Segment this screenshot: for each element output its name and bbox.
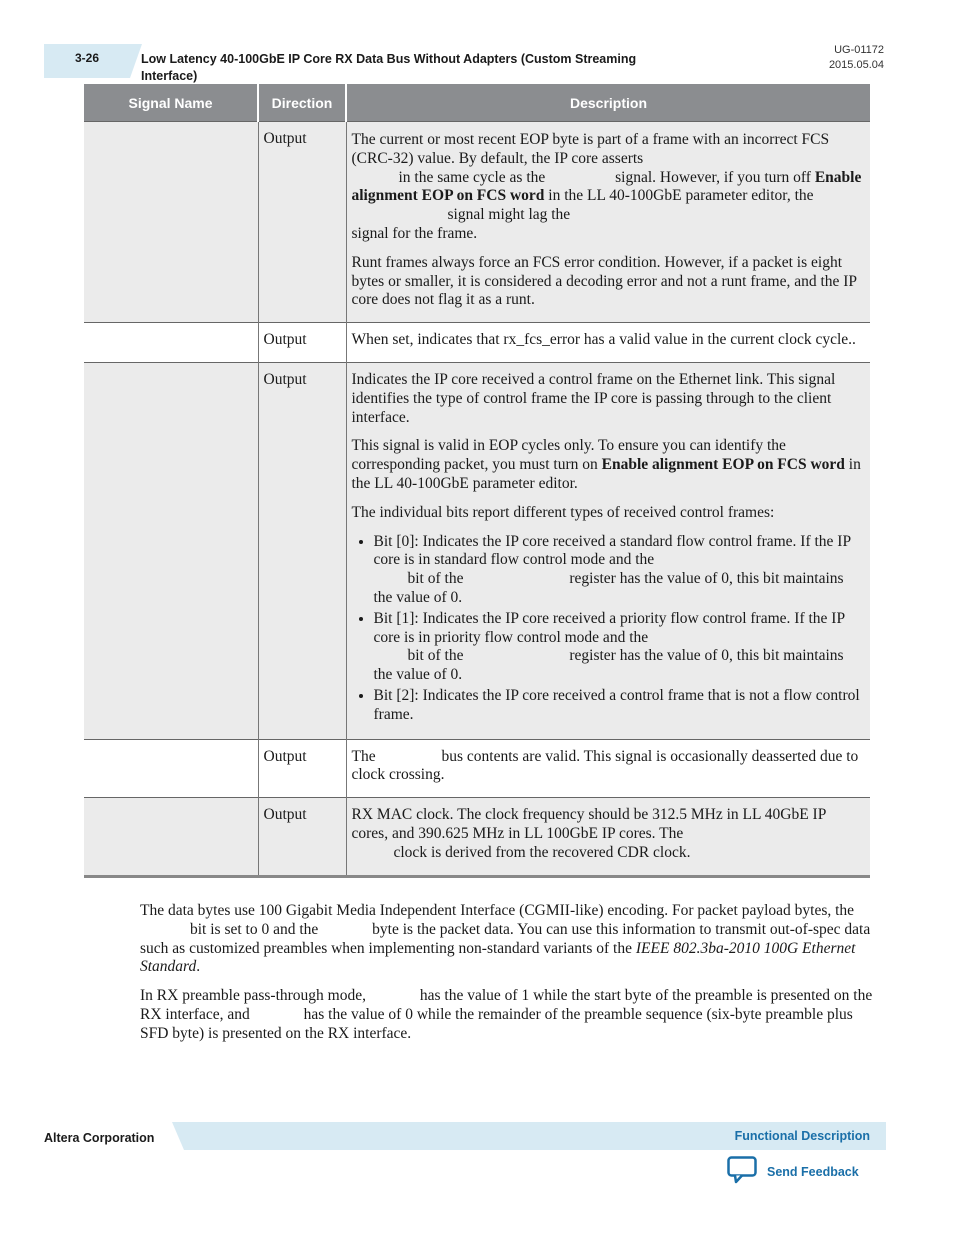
table-header-row <box>84 84 870 122</box>
description-paragraph: When set, indicates that rx_fcs_error has a valid value in the current clock cycle.. <box>351 331 856 349</box>
description-paragraph: This signal is valid in EOP cycles only. To ensure you can identify the corresponding packet, you must turn on Enable alignment EOP on FCS word in the LL 40-100GbE parameter editor. <box>351 437 861 492</box>
footer-section-link[interactable]: Functional Description <box>734 1129 870 1143</box>
description-paragraph: The bus contents are valid. This signal is occasionally deasserted due to clock crossing. <box>351 747 859 784</box>
body-paragraph: The data bytes use 100 Gigabit Media Independent Interface (CGMII-like) encoding. For packet payload bytes, the bit is set to 0 and the byte is the packet data. You can use this information to transmit out-of-spec data such as customized preambles when implementing non-standard variants of the IEEE 802.3ba-2010 100G Ethernet Standard. <box>140 902 871 976</box>
signal-name-cell <box>84 739 258 798</box>
speech-bubble-icon <box>727 1156 757 1189</box>
page-number: 3-26 <box>75 51 100 65</box>
list-item: • Bit [1]: Indicates the IP core received a priority flow control frame. If the IP core is in priority flow control mode and the bit of the register has the value of 0, this bit maintains the value of 0. <box>374 610 866 685</box>
direction-cell: Output <box>258 362 346 739</box>
signal-name-cell <box>84 362 258 739</box>
table-row <box>84 323 870 363</box>
direction-cell: Output <box>258 798 346 876</box>
description-cell <box>346 798 870 876</box>
description-cell <box>346 362 870 739</box>
list-item: • Bit [2]: Indicates the IP core received a control frame that is not a flow control frame. <box>374 687 866 725</box>
direction-cell: Output <box>258 323 346 363</box>
column-header-signal-name: Signal Name <box>84 84 258 122</box>
list-item: • Bit [0]: Indicates the IP core received a standard flow control frame. If the IP core is in standard flow control mode and the bit of the register has the value of 0, this bit maintains the value of 0. <box>374 533 866 608</box>
standard-reference: IEEE 802.3ba-2010 100G Ethernet Standard <box>140 939 856 976</box>
description-cell <box>346 122 870 323</box>
column-header-description: Description <box>346 84 870 122</box>
description-paragraph: RX MAC clock. The clock frequency should be 312.5 MHz in LL 40GbE IP cores, and 390.625 MHz in LL 100GbE IP cores. The clock is derived from the recovered CDR clock. <box>351 806 826 861</box>
signal-name-cell <box>84 122 258 323</box>
direction-cell: Output <box>258 122 346 323</box>
table-row <box>84 362 870 739</box>
signal-name-cell <box>84 323 258 363</box>
document-date: 2015.05.04 <box>828 59 884 71</box>
signal-table <box>84 84 870 878</box>
footer-company: Altera Corporation <box>44 1131 155 1145</box>
table-row <box>84 122 870 323</box>
body-text <box>140 902 875 1054</box>
send-feedback-label: Send Feedback <box>767 1165 859 1179</box>
description-paragraph: Runt frames always force an FCS error condition. However, if a packet is eight bytes or smaller, it is considered a decoding error and not a runt frame, and the IP core does not flag it as a runt. <box>351 253 857 309</box>
bit-list <box>352 533 866 725</box>
document-number: UG-01172 <box>834 44 884 56</box>
description-cell <box>346 739 870 798</box>
table-row <box>84 798 870 876</box>
send-feedback-link[interactable] <box>727 1158 859 1186</box>
description-paragraph: Indicates the IP core received a control frame on the Ethernet link. This signal identifies the type of control frame the IP core is passing through to the client interface. <box>351 370 836 426</box>
document-id <box>829 43 884 73</box>
description-paragraph: The individual bits report different types of received control frames: <box>351 503 775 521</box>
column-header-direction: Direction <box>258 84 346 122</box>
body-paragraph: In RX preamble pass-through mode, has the value of 1 while the start byte of the preamble is presented on the RX interface, and has the value of 0 while the remainder of the preamble sequence (six-byte preamble plus SFD byte) is presented on the RX interface. <box>140 987 873 1042</box>
direction-cell: Output <box>258 739 346 798</box>
page-title: Low Latency 40-100GbE IP Core RX Data Bus Without Adapters (Custom Streaming Interface) <box>141 52 637 83</box>
signal-name-cell <box>84 798 258 876</box>
description-paragraph: The current or most recent EOP byte is part of a frame with an incorrect FCS (CRC-32) value. By default, the IP core asserts in the same cycle as the signal. However, if you turn off Enable alignment EOP on FCS word in the LL 40-100GbE parameter editor, the signal might lag the signal for the frame. <box>351 131 862 242</box>
description-cell <box>346 323 870 363</box>
table-row <box>84 739 870 798</box>
